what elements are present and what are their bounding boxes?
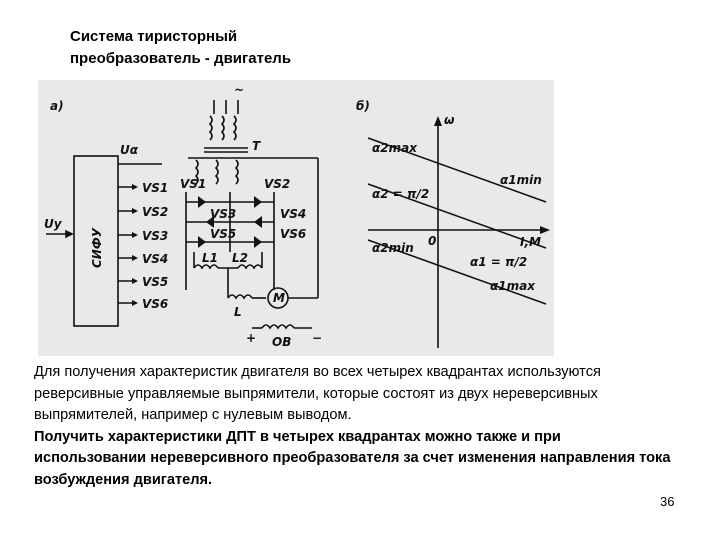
panel-b-label: б) <box>356 99 370 113</box>
slide-body <box>34 362 674 492</box>
origin-label: 0 <box>428 234 437 248</box>
inductor-label-l2: L2 <box>232 251 248 265</box>
input-label: Uу <box>44 217 62 231</box>
transformer-label: T <box>252 139 261 153</box>
output-label-vs1: VS1 <box>142 181 169 195</box>
line-label-a1min: α1min <box>500 173 542 187</box>
circuit-figure <box>38 80 554 356</box>
body-paragraph-1: Для получения характеристик двигателя во всех четырех квадрантах используются реверсивные управляемые выпрямители, которые состоят из двух нереверсивных выпрямителей, например с нулевым выводом. <box>34 364 601 424</box>
output-label-vs4: VS4 <box>142 252 169 266</box>
thyristor-label-vs3: VS3 <box>210 207 237 221</box>
output-label-vs3: VS3 <box>142 229 169 243</box>
thyristor-label-vs6: VS6 <box>280 227 307 241</box>
inductor-label-l1: L1 <box>202 251 218 265</box>
x-axis-label: I,M <box>520 235 541 249</box>
control-label: Uα <box>120 143 138 157</box>
field-label: ОВ <box>272 335 292 349</box>
line-label-a2-half-pi: α2 = π/2 <box>372 187 430 201</box>
title-line-2: преобразователь - двигатель <box>70 50 292 67</box>
line-label-a2min: α2min <box>372 241 414 255</box>
y-axis-label: ω <box>444 113 455 127</box>
line-label-a2max: α2max <box>372 141 417 155</box>
panel-a-label: а) <box>50 99 64 113</box>
output-label-vs6: VS6 <box>142 297 169 311</box>
motor-label: M <box>273 291 285 305</box>
plus-label: + <box>246 331 257 345</box>
body-paragraph-2: Получить характеристики ДПТ в четырех квадрантах можно также и при использовании нереверсивного преобразователя за счет изменения направления тока возбуждения двигателя. <box>34 428 671 488</box>
thyristor-label-vs1: VS1 <box>180 177 207 191</box>
minus-label: − <box>312 331 323 345</box>
line-label-a1max: α1max <box>490 279 535 293</box>
supply-label: ~ <box>234 83 245 97</box>
line-label-a1-half-pi: α1 = π/2 <box>470 255 528 269</box>
thyristor-label-vs5: VS5 <box>210 227 237 241</box>
block-label: СИФУ <box>90 227 104 268</box>
figure-drawing <box>38 80 554 356</box>
output-label-vs2: VS2 <box>142 205 169 219</box>
page-number: 36 <box>660 494 675 509</box>
reactor-label: L <box>234 305 242 319</box>
slide-title <box>70 26 470 70</box>
title-line-1: Система тиристорный <box>70 28 238 45</box>
thyristor-label-vs4: VS4 <box>280 207 307 221</box>
output-label-vs5: VS5 <box>142 275 169 289</box>
thyristor-label-vs2: VS2 <box>264 177 291 191</box>
